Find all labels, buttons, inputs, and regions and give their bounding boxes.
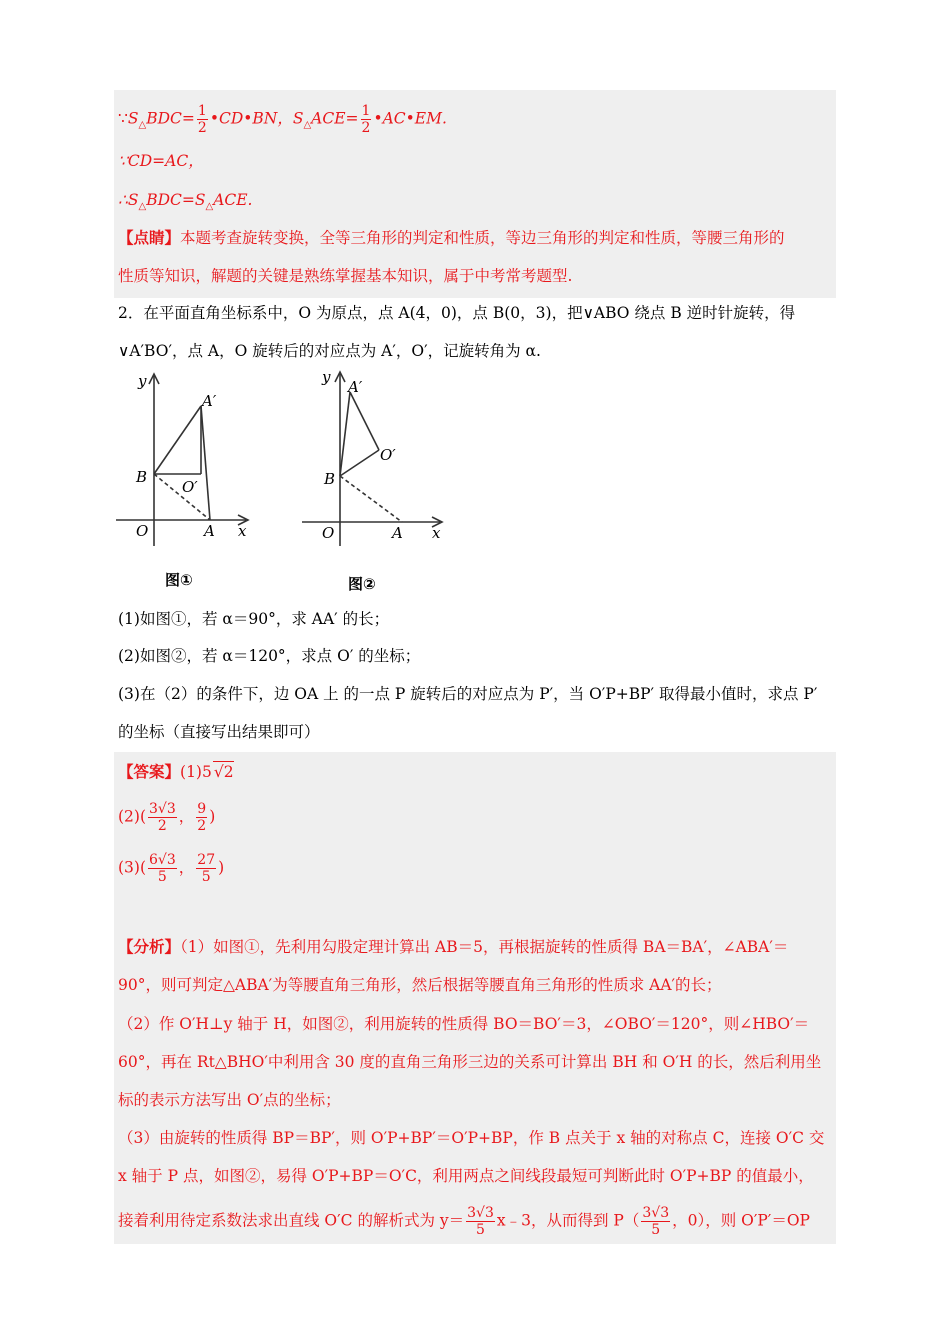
dianjing-line-2: 性质等知识，解题的关键是熟练掌握基本知识，属于中考常考题型. (118, 267, 573, 285)
fig1-label-o: O (136, 522, 149, 540)
fig2-label-a: A (392, 524, 403, 542)
answer-3: (3)( $\frac{6√3}{5}$ ， $\frac{27}{5}$ ) (118, 852, 225, 885)
answer-1: 【答案】(1)5 √2 (118, 762, 234, 781)
fig2-label-b: B (324, 470, 336, 488)
answer-2-frac-1: $\frac{3√3}{2}$ (149, 801, 176, 834)
analysis-p-frac: $\frac{3√3}{5}$ (642, 1205, 670, 1238)
fig2-a-prime-o-prime (350, 392, 379, 450)
fig1-aa-prime (201, 406, 210, 520)
half-fraction-2: $\frac{1}{2}$ (361, 103, 371, 136)
analysis-p3-line-3: 接着利用待定系数法求出直线 O′C 的解析式为 y＝ $\frac{3√3}{5}$ x﹣3，从而得到 P（ $\frac{3√3}{5}$ ，0），则 O′P′＝OP (118, 1205, 810, 1238)
fig2-label-x: x (432, 524, 441, 542)
figure-2-caption: 图② (348, 575, 376, 593)
analysis-p2-line-1: （2）作 O′H⊥y 轴于 H，如图②，利用旋转的性质得 BO＝BO′＝3，∠OBO′＝120°，则∠HBO′＝ (118, 1015, 810, 1033)
half-fraction: $\frac{1}{2}$ (197, 103, 207, 136)
analysis-p3-line-2: x 轴于 P 点，如图②，易得 O′P+BP＝O′C，利用两点之间线段最短可判断此时 O′P+BP 的值最小， (118, 1167, 814, 1185)
fig1-label-a-prime: A′ (202, 392, 217, 410)
fig1-label-a: A (204, 522, 215, 540)
fig1-label-o-prime: O′ (182, 478, 198, 496)
question-3-line-2: 的坐标（直接写出结果即可） (118, 723, 320, 741)
fig2-ba-dashed (340, 476, 402, 522)
top-line-2: ∵CD=AC， (118, 152, 204, 170)
fig2-label-y: y (322, 368, 331, 386)
top-line-3: $\therefore S_\triangle BDC=S_\triangle ACE$. (118, 191, 253, 213)
question-3-line-1: (3)在（2）的条件下，边 OA 上 的一点 P 旋转后的对应点为 P′，当 O′P+BP′ 取得最小值时，求点 P′ (118, 685, 818, 703)
fig2-label-o-prime: O′ (380, 446, 396, 464)
problem-stem-1: 2．在平面直角坐标系中，O 为原点，点 A(4，0)，点 B(0，3)，把∨ABO 绕点 B 逆时针旋转，得 (118, 304, 796, 322)
analysis-slope-frac: $\frac{3√3}{5}$ (467, 1205, 494, 1238)
fig1-label-x: x (238, 522, 247, 540)
problem-stem-2: ∨A′BO′，点 A，O 旋转后的对应点为 A′，O′，记旋转角为 α. (118, 342, 541, 360)
analysis-p2-line-3: 标的表示方法写出 O′点的坐标； (118, 1091, 341, 1109)
question-2: (2)如图②，若 α＝120°，求点 O′ 的坐标； (118, 647, 421, 665)
figure-1 (108, 370, 258, 595)
question-1: (1)如图①，若 α＝90°，求 AA′ 的长； (118, 610, 390, 628)
top-line-1: $\because S_\triangle BDC=$ $\frac{1}{2}$ •CD•BN，$S_\triangle ACE=$ $\frac{1}{2}$ •AC•EM. (118, 103, 447, 136)
answer-3-frac-1: $\frac{6√3}{5}$ (149, 852, 176, 885)
analysis-p1-line-1: 【分析】（1）如图①，先利用勾股定理计算出 AB＝5，再根据旋转的性质得 BA＝BA′，∠ABA′＝ (118, 937, 789, 956)
analysis-p2-line-2: 60°，再在 Rt△BHO′中利用含 30 度的直角三角形三边的关系可计算出 BH 和 O′H 的长，然后利用坐 (118, 1053, 822, 1071)
answer-2: (2)( $\frac{3√3}{2}$ ， $\frac{9}{2}$ ) (118, 801, 216, 834)
figure-1-caption: 图① (165, 571, 193, 589)
analysis-p1-line-2: 90°，则可判定△ABA′为等腰直角三角形，然后根据等腰直角三角形的性质求 AA′的长； (118, 976, 722, 994)
fig1-ba-prime (154, 406, 201, 474)
fig1-label-y: y (138, 372, 147, 390)
dianjing-line-1: 【点睛】本题考查旋转变换，全等三角形的判定和性质，等边三角形的判定和性质，等腰三角形的 (118, 228, 785, 247)
dianjing-tag: 【点睛】 (118, 228, 181, 247)
answer-3-frac-2: $\frac{27}{5}$ (197, 852, 216, 885)
figure-2 (294, 366, 454, 594)
fig2-ba-prime (340, 392, 350, 476)
fig2-bo-prime (340, 450, 379, 476)
analysis-p3-line-1: （3）由旋转的性质得 BP＝BP′，则 O′P+BP′＝O′P+BP，作 B 点关于 x 轴的对称点 C，连接 O′C 交 (118, 1129, 825, 1147)
fig2-label-a-prime: A′ (348, 378, 363, 396)
answer-1-sqrt: √2 (213, 763, 234, 781)
fig1-label-b: B (136, 468, 148, 486)
answer-tag: 【答案】 (118, 762, 181, 781)
answer-2-frac-2: $\frac{9}{2}$ (197, 801, 207, 834)
analysis-tag: 【分析】 (118, 937, 181, 956)
fig2-label-o: O (322, 524, 335, 542)
